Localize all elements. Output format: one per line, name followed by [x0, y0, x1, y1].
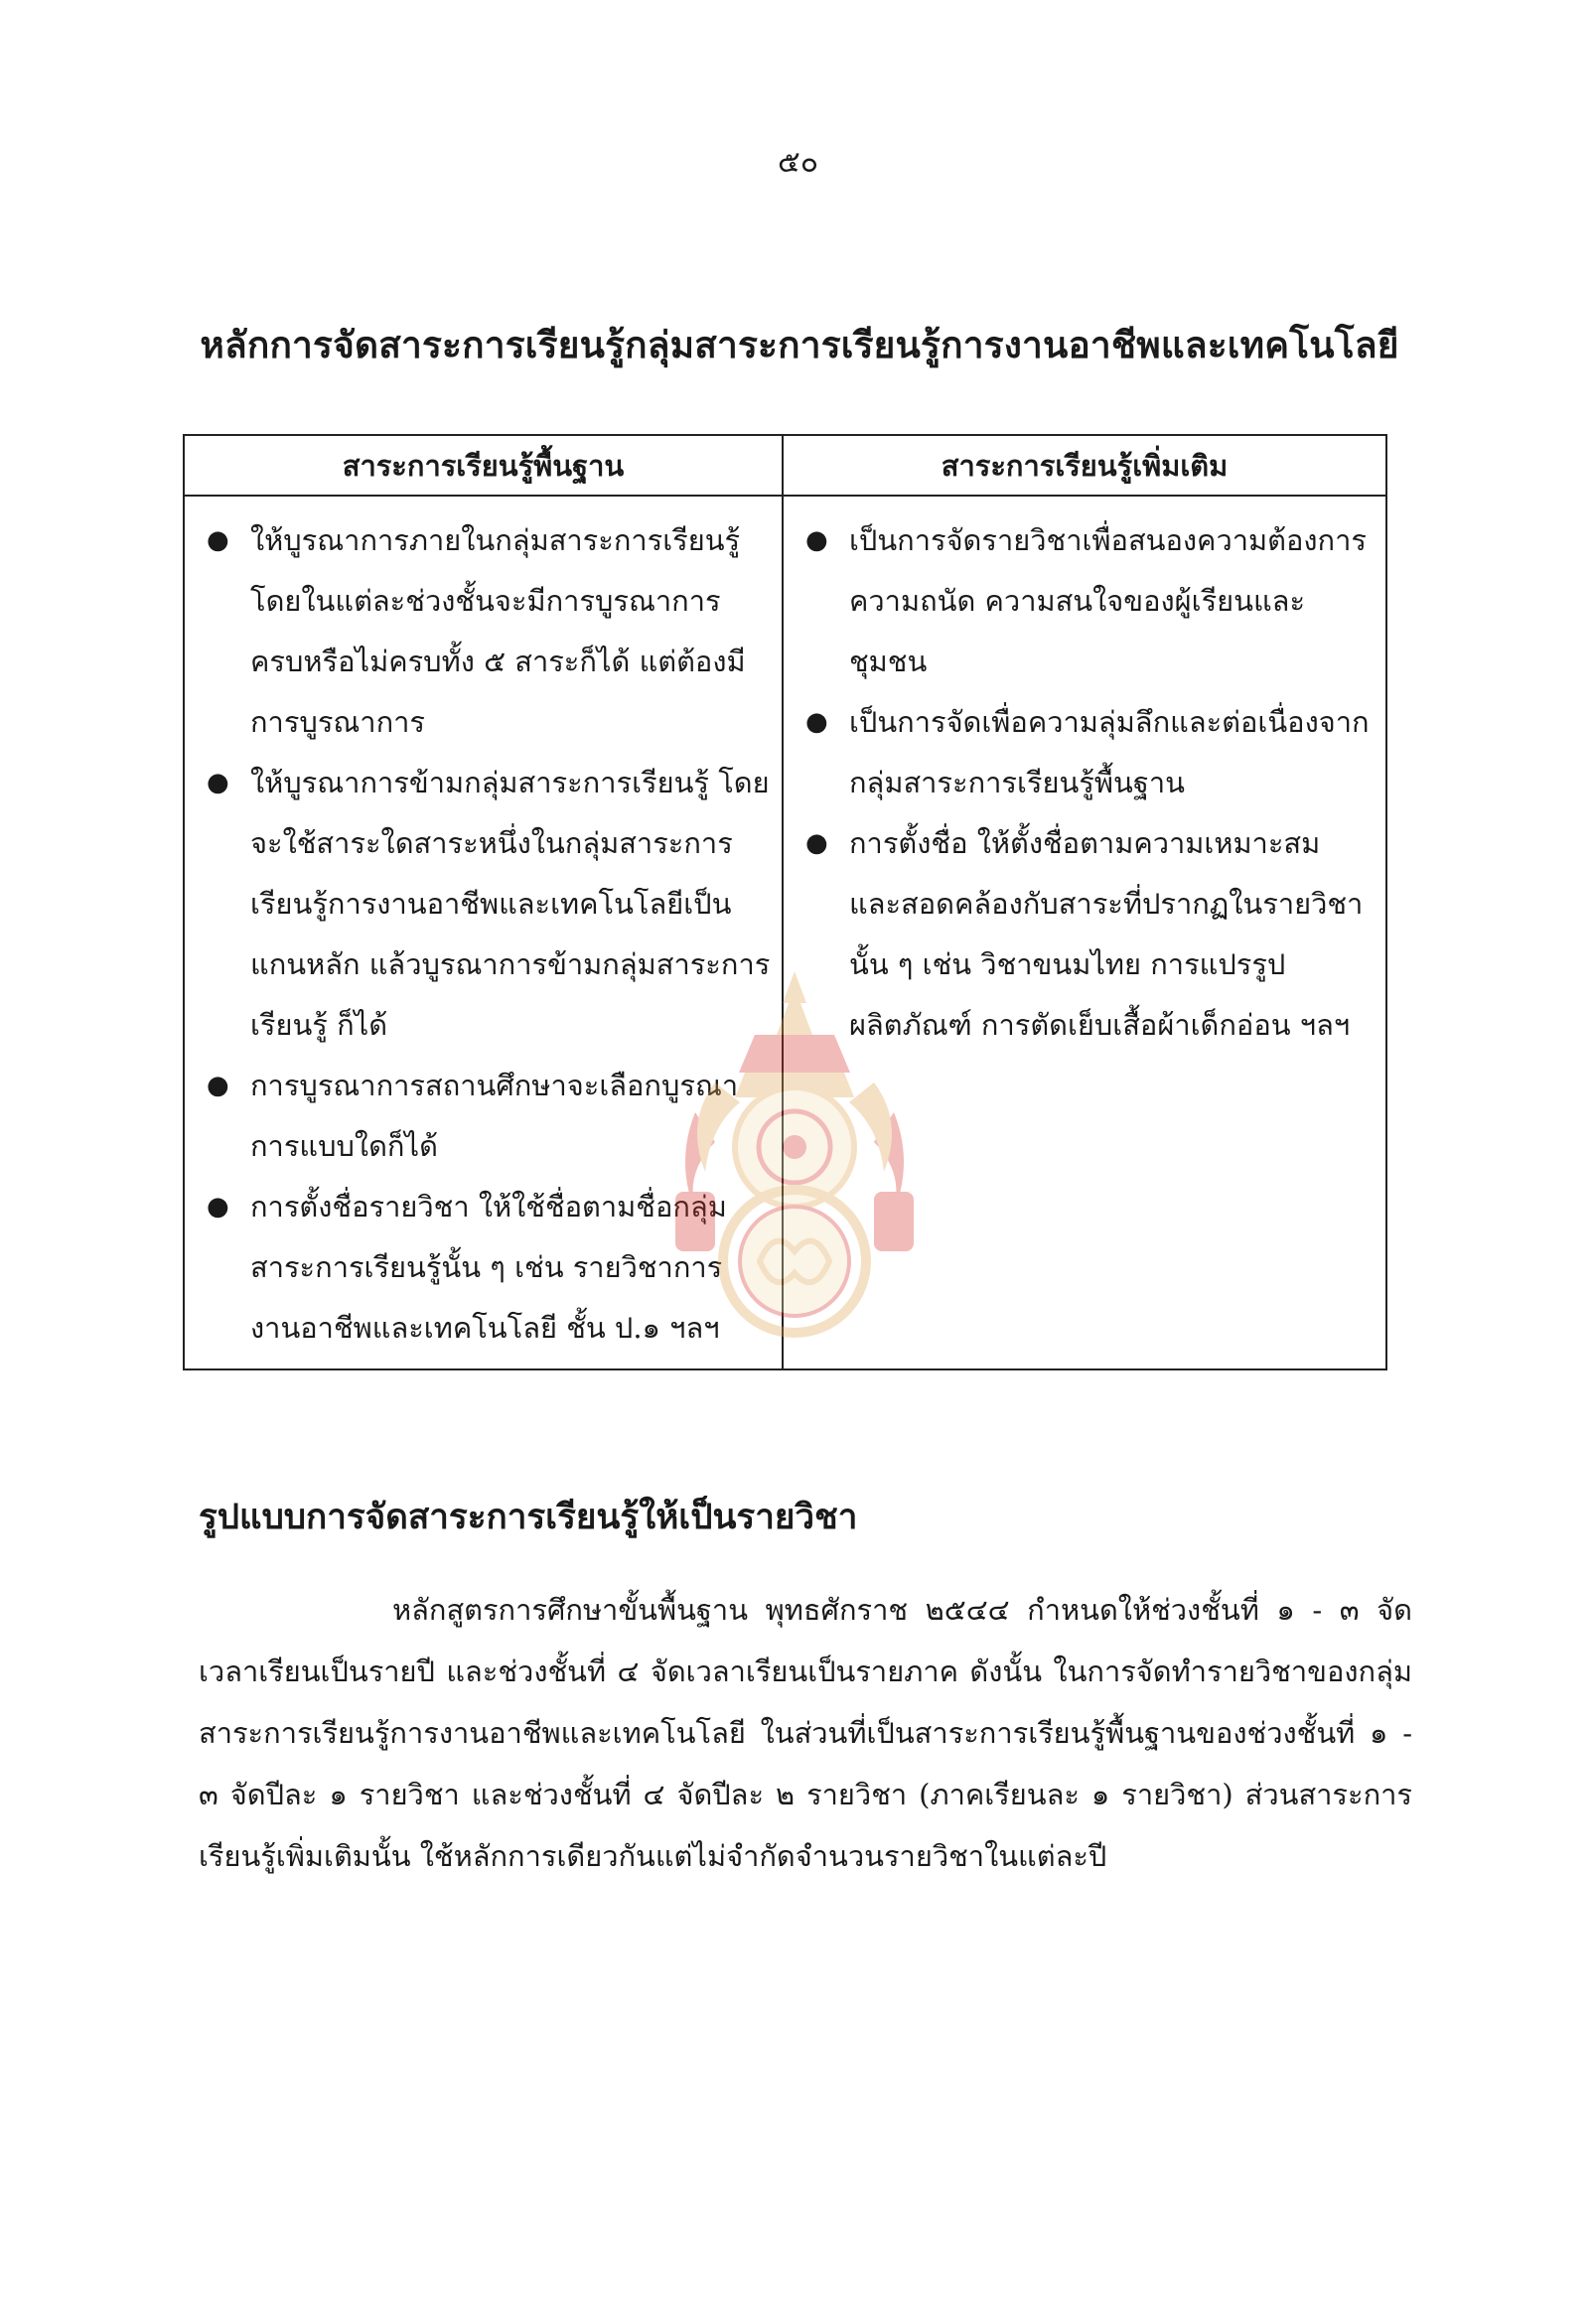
list-item: [803, 692, 1376, 813]
bullet-icon: ●: [207, 1071, 229, 1100]
list-item: [803, 813, 1376, 1056]
bullet-icon: ●: [805, 707, 828, 737]
basic-content-cell: [184, 496, 783, 1369]
bullet-icon: ●: [207, 1192, 229, 1222]
column-header-additional: สาระการเรียนรู้เพิ่มเติม: [783, 435, 1386, 496]
bullet-icon: ●: [805, 828, 828, 858]
learning-content-table: [183, 434, 1387, 1370]
list-item: [205, 1056, 772, 1177]
list-item-text: เป็นการจัดเพื่อความลุ่มลึกและต่อเนื่องจากกลุ่มสาระการเรียนรู้พื้นฐาน: [849, 705, 1370, 799]
list-item-text: การตั้งชื่อ ให้ตั้งชื่อตามความเหมาะสม และสอดคล้องกับสาระที่ปรากฏในรายวิชานั้น ๆ เช่น วิชาขนมไทย การแปรรูปผลิตภัณฑ์ การตัดเย็บเสื้อผ้าเด็กอ่อน ฯลฯ: [849, 826, 1364, 1042]
section-heading: รูปแบบการจัดสาระการเรียนรู้ให้เป็นรายวิชา: [199, 1497, 858, 1537]
list-item: [205, 510, 772, 753]
list-item: [205, 1177, 772, 1359]
list-item-text: ให้บูรณาการข้ามกลุ่มสาระการเรียนรู้ โดยจะใช้สาระใดสาระหนึ่งในกลุ่มสาระการเรียนรู้การงานอาชีพและเทคโนโลยีเป็นแกนหลัก แล้วบูรณาการข้ามกลุ่มสาระการเรียนรู้ ก็ได้: [250, 766, 771, 1042]
bullet-icon: ●: [805, 525, 828, 555]
list-item-text: การตั้งชื่อรายวิชา ให้ใช้ชื่อตามชื่อกลุ่มสาระการเรียนรู้นั้น ๆ เช่น รายวิชาการงานอาชีพและเทคโนโลยี ชั้น ป.๑ ฯลฯ: [250, 1190, 727, 1345]
document-title: หลักการจัดสาระการเรียนรู้กลุ่มสาระการเรียนรู้การงานอาชีพและเทคโนโลยี: [200, 323, 1399, 366]
list-item-text: เป็นการจัดรายวิชาเพื่อสนองความต้องการ ความถนัด ความสนใจของผู้เรียนและชุมชน: [849, 523, 1367, 678]
table-header-row: [184, 435, 1386, 496]
body-paragraph: หลักสูตรการศึกษาขั้นพื้นฐาน พุทธศักราช ๒๕๔๔ กำหนดให้ช่วงชั้นที่ ๑ - ๓ จัดเวลาเรียนเป็นรายปี และช่วงชั้นที่ ๔ จัดเวลาเรียนเป็นรายภาค ดังนั้น ในการจัดทำรายวิชาของกลุ่มสาระการเรียนรู้การงานอาชีพและเทคโนโลยี ในส่วนที่เป็นสาระการเรียนรู้พื้นฐานของช่วงชั้นที่ ๑ - ๓ จัดปีละ ๑ รายวิชา และช่วงชั้นที่ ๔ จัดปีละ ๒ รายวิชา (ภาคเรียนละ ๑ รายวิชา) ส่วนสาระการเรียนรู้เพิ่มเติมนั้น ใช้หลักการเดียวกันแต่ไม่จำกัดจำนวนรายวิชาในแต่ละปี: [199, 1593, 1412, 1873]
table-body-row: [184, 496, 1386, 1369]
list-item: [205, 753, 772, 1056]
bullet-icon: ●: [207, 768, 229, 797]
page-number: ๕๐: [777, 145, 818, 180]
list-item-text: การบูรณาการสถานศึกษาจะเลือกบูรณาการแบบใดก็ได้: [250, 1069, 739, 1163]
column-header-basic: สาระการเรียนรู้พื้นฐาน: [184, 435, 783, 496]
bullet-icon: ●: [207, 525, 229, 555]
list-item-text: ให้บูรณาการภายในกลุ่มสาระการเรียนรู้ โดยในแต่ละช่วงชั้นจะมีการบูรณาการครบหรือไม่ครบทั้ง ๕ สาระก็ได้ แต่ต้องมีการบูรณาการ: [250, 523, 746, 739]
additional-content-list: [803, 510, 1376, 1056]
list-item: [803, 510, 1376, 692]
basic-content-list: [205, 510, 772, 1359]
additional-content-cell: [783, 496, 1386, 1369]
